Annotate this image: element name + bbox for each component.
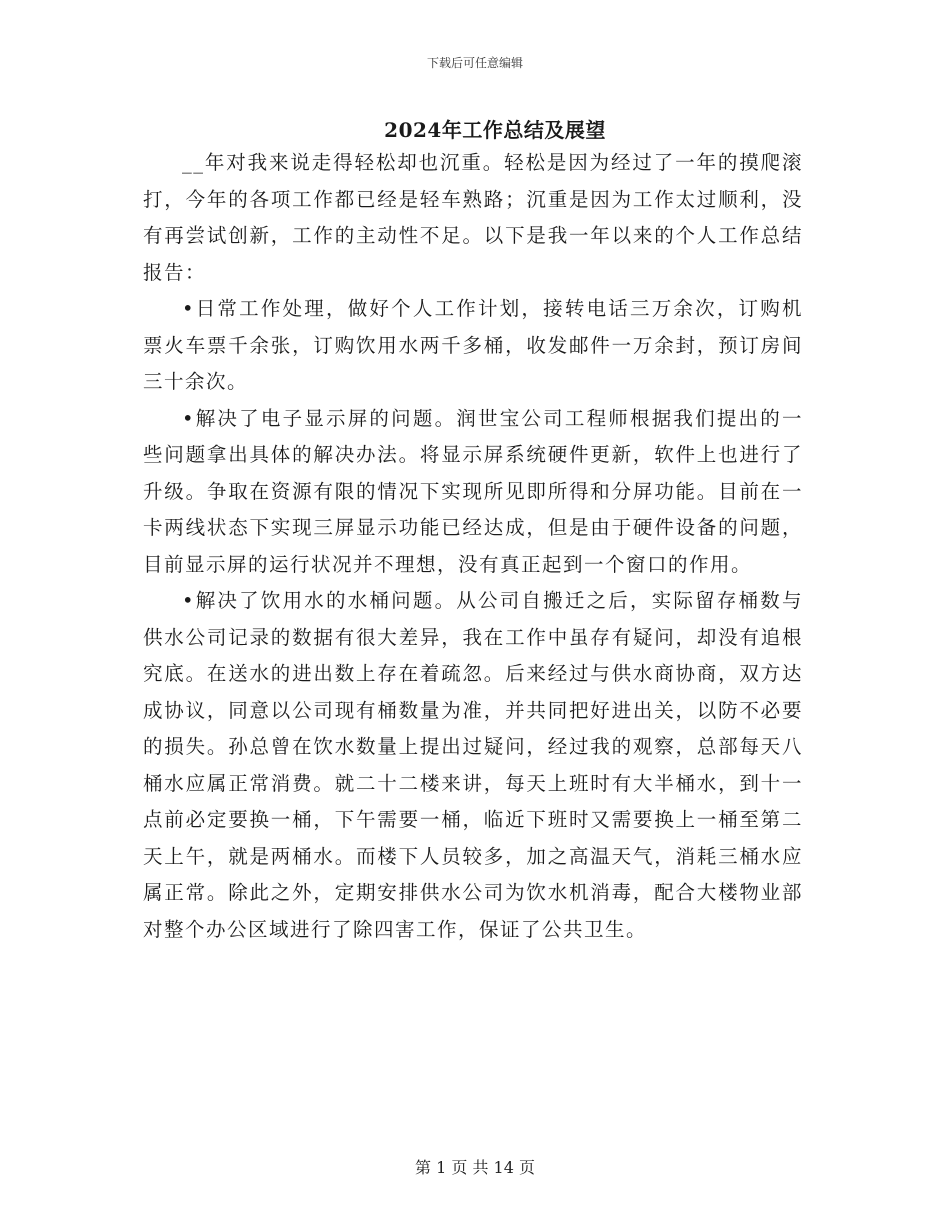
document-title: 2024年工作总结及展望: [384, 118, 606, 142]
paragraph-daily-work: •日常工作处理，做好个人工作计划，接转电话三万余次，订购机票火车票千余张，订购饮用水两千多桶，收发邮件一万余封，预订房间三十余次。: [143, 297, 803, 393]
header-note: 下载后可任意编辑: [426, 56, 523, 70]
page-footer: 第 1 页 共 14 页: [415, 1158, 535, 1177]
paragraph-water-buckets: •解决了饮用水的水桶问题。从公司自搬迁之后，实际留存桶数与供水公司记录的数据有很大差异，我在工作中虽存有疑问，却没有追根究底。在送水的进出数上存在着疏忽。后来经过与供水商协商，双方达成协议，同意以公司现有桶数量为准，并共同把好进出关，以防不必要的损失。孙总曾在饮水数量上提出过疑问，经过我的观察，总部每天八桶水应属正常消费。就二十二楼来讲，每天上班时有大半桶水，到十一点前必定要换一桶，下午需要一桶，临近下班时又需要换上一桶至第二天上午，就是两桶水。而楼下人员较多，加之高温天气，消耗三桶水应属正常。除此之外，定期安排供水公司为饮水机消毒，配合大楼物业部对整个办公区域进行了除四害工作，保证了公共卫生。: [143, 589, 803, 941]
document-body: [143, 145, 803, 948]
paragraph-intro: __年对我来说走得轻松却也沉重。轻松是因为经过了一年的摸爬滚打，今年的各项工作都已经是轻车熟路；沉重是因为工作太过顺利，没有再尝试创新，工作的主动性不足。以下是我一年以来的个人工作总结报告：: [143, 151, 803, 284]
paragraph-display-screen: •解决了电子显示屏的问题。润世宝公司工程师根据我们提出的一些问题拿出具体的解决办法。将显示屏系统硬件更新，软件上也进行了升级。争取在资源有限的情况下实现所见即所得和分屏功能。目前在一卡两线状态下实现三屏显示功能已经达成，但是由于硬件设备的问题，目前显示屏的运行状况并不理想，没有真正起到一个窗口的作用。: [143, 406, 803, 576]
